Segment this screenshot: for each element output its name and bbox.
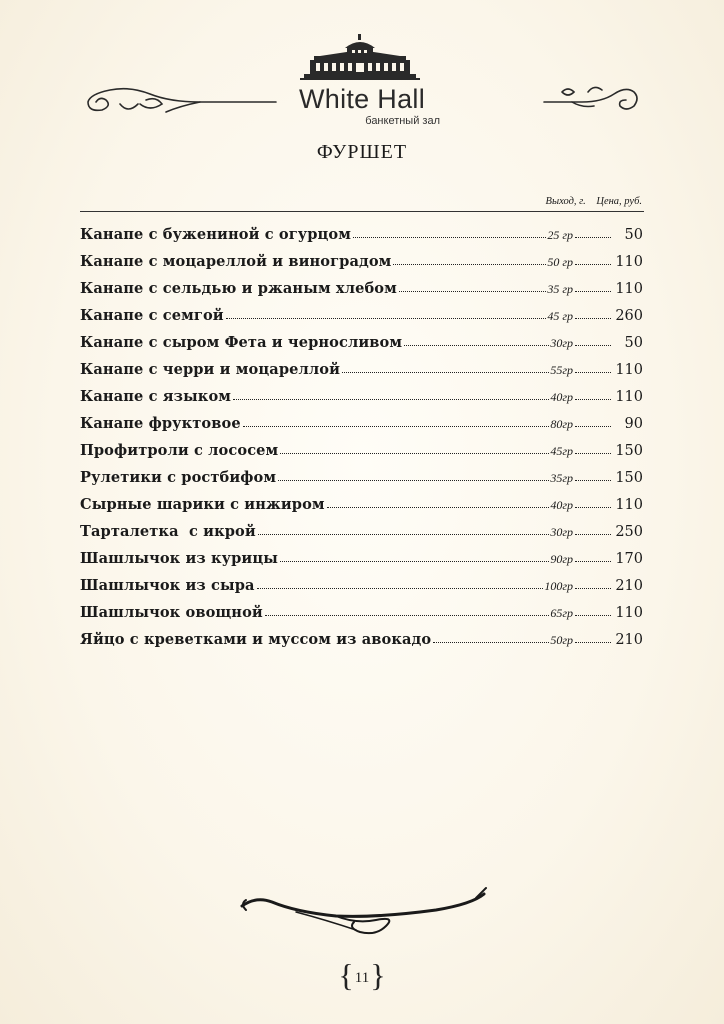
item-price: 110 [615, 362, 643, 378]
dot-leader [233, 398, 549, 400]
right-brace-icon: } [370, 957, 386, 993]
item-name: Шашлычок из сыра [80, 577, 255, 594]
item-price: 150 [615, 443, 643, 459]
dot-leader [575, 506, 611, 508]
dot-leader [575, 614, 611, 616]
dot-leader [399, 290, 546, 292]
item-price: 150 [615, 470, 643, 486]
item-price: 110 [615, 497, 643, 513]
item-name: Канапе с бужениной с огурцом [80, 226, 351, 243]
item-weight: 25 гр [547, 228, 573, 242]
dot-leader [226, 317, 547, 319]
item-name: Яйцо с креветками и муссом из авокадо [80, 631, 432, 648]
dot-leader [258, 533, 550, 535]
item-weight: 55гр [550, 363, 573, 377]
menu-item [80, 361, 643, 388]
item-price: 170 [615, 551, 643, 567]
menu-item [80, 388, 643, 415]
item-weight: 30гр [550, 336, 573, 350]
item-weight: 100гр [544, 579, 573, 593]
menu-item [80, 604, 643, 631]
column-header [546, 196, 642, 207]
menu-item [80, 496, 643, 523]
menu-item [80, 577, 643, 604]
menu-item [80, 253, 643, 280]
dot-leader [342, 371, 549, 373]
item-name: Сырные шарики с инжиром [80, 496, 325, 513]
left-brace-icon: { [338, 957, 354, 993]
dot-leader [575, 371, 611, 373]
dot-leader [393, 263, 546, 265]
item-price: 260 [615, 308, 643, 324]
section-title: ФУРШЕТ [316, 141, 408, 163]
dot-leader [575, 533, 611, 535]
item-name: Канапе фруктовое [80, 415, 241, 432]
dot-leader [575, 344, 611, 346]
item-price: 110 [615, 605, 643, 621]
menu-item [80, 415, 643, 442]
brand-subtitle: банкетный зал [365, 115, 440, 127]
dot-leader [265, 614, 549, 616]
menu-item [80, 334, 643, 361]
item-price: 50 [624, 335, 643, 351]
dot-leader [575, 560, 611, 562]
dot-leader [575, 290, 611, 292]
dot-leader [327, 506, 550, 508]
item-price: 250 [615, 524, 643, 540]
dot-leader [278, 479, 549, 481]
menu-list [80, 226, 643, 658]
dot-leader [575, 587, 611, 589]
item-price: 110 [615, 281, 643, 297]
dot-leader [575, 425, 611, 427]
item-weight: 45гр [550, 444, 573, 458]
dot-leader [575, 317, 611, 319]
item-weight: 50гр [550, 633, 573, 647]
dot-leader [404, 344, 549, 346]
flourish-left-icon [80, 82, 280, 116]
dot-leader [353, 236, 546, 238]
menu-item [80, 307, 643, 334]
dot-leader [243, 425, 550, 427]
dot-leader [280, 452, 549, 454]
item-name: Профитроли с лососем [80, 442, 279, 459]
item-weight: 65гр [550, 606, 573, 620]
item-weight: 45 гр [547, 309, 573, 323]
item-name: Канапе с черри и моцареллой [80, 361, 341, 378]
item-weight: 35 гр [547, 282, 573, 296]
building-logo-icon [300, 34, 420, 82]
dot-leader [575, 263, 611, 265]
page-number-value: 11 [354, 969, 370, 986]
header-divider [80, 211, 644, 212]
item-price: 210 [615, 632, 643, 648]
item-name: Канапе с семгой [80, 307, 224, 324]
dot-leader [257, 587, 544, 589]
menu-item [80, 550, 643, 577]
menu-item [80, 523, 643, 550]
dot-leader [575, 452, 611, 454]
dot-leader [575, 641, 611, 643]
dot-leader [575, 236, 611, 238]
item-name: Шашлычок овощной [80, 604, 263, 621]
item-name: Шашлычок из курицы [80, 550, 278, 567]
item-name: Канапе с сельдью и ржаным хлебом [80, 280, 397, 297]
item-price: 110 [615, 254, 643, 270]
brand-name: White Hall [298, 84, 426, 114]
item-weight: 90гр [550, 552, 573, 566]
item-price: 210 [615, 578, 643, 594]
item-name: Канапе с сыром Фета и черносливом [80, 334, 403, 351]
item-price: 50 [624, 227, 643, 243]
item-price: 110 [615, 389, 643, 405]
item-weight: 40гр [550, 498, 573, 512]
item-name: Канапе с моцареллой и виноградом [80, 253, 392, 270]
item-weight: 30гр [550, 525, 573, 539]
dot-leader [433, 641, 549, 643]
price-column-label: Цена, руб. [596, 196, 642, 207]
dot-leader [575, 479, 611, 481]
flourish-right-icon [542, 82, 642, 116]
item-price: 90 [624, 416, 643, 432]
item-name: Рулетики с ростбифом [80, 469, 277, 486]
menu-item [80, 469, 643, 496]
item-weight: 80гр [550, 417, 573, 431]
menu-item [80, 442, 643, 469]
weight-column-label: Выход, г. [545, 196, 586, 207]
item-weight: 35гр [550, 471, 573, 485]
item-weight: 40гр [550, 390, 573, 404]
item-name: Канапе с языком [80, 388, 232, 405]
item-name: Тарталетка с икрой [80, 523, 256, 540]
menu-item [80, 631, 643, 658]
menu-item [80, 226, 643, 253]
dot-leader [280, 560, 549, 562]
dot-leader [575, 398, 611, 400]
footer-flourish-icon [236, 886, 488, 946]
page-number [338, 955, 386, 995]
menu-item [80, 280, 643, 307]
item-weight: 50 гр [547, 255, 573, 269]
